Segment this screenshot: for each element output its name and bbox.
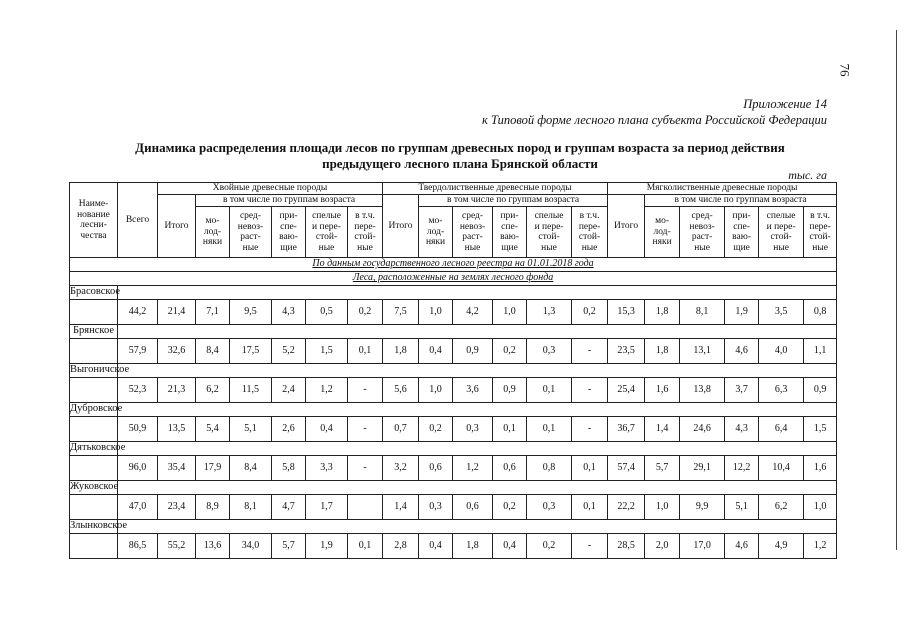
value-cell: 1,0 [804, 495, 837, 520]
value-cell: 2,6 [272, 417, 306, 442]
value-cell: 10,4 [759, 456, 804, 481]
appendix-note [482, 96, 827, 128]
header-age-0: мо- лод- няки [419, 207, 453, 258]
value-cell: 1,3 [527, 300, 572, 325]
value-cell: 1,0 [419, 300, 453, 325]
value-cell: 1,7 [306, 495, 348, 520]
value-cell: 25,4 [608, 378, 645, 403]
appendix-line-2: к Типовой форме лесного плана субъекта Российской Федерации [482, 113, 827, 127]
row-label-blank [70, 534, 118, 559]
table-row [70, 534, 837, 559]
value-cell: 0,1 [527, 417, 572, 442]
value-cell: 11,5 [230, 378, 272, 403]
value-cell: 4,3 [725, 417, 759, 442]
value-cell: 5,2 [272, 339, 306, 364]
value-cell: 0,1 [348, 534, 383, 559]
value-cell: - [572, 378, 608, 403]
value-cell: 0,8 [527, 456, 572, 481]
header-age-2: при- спе- ваю- щие [493, 207, 527, 258]
value-cell: 44,2 [118, 300, 158, 325]
header-age-1: сред- невоз- раст- ные [230, 207, 272, 258]
value-cell: 28,5 [608, 534, 645, 559]
district-name: Брасовское [70, 286, 118, 300]
value-cell: 5,8 [272, 456, 306, 481]
value-cell: 2,0 [645, 534, 680, 559]
value-cell: 5,6 [383, 378, 419, 403]
value-cell: 5,4 [196, 417, 230, 442]
value-cell: 8,1 [680, 300, 725, 325]
title-line-1: Динамика распределения площади лесов по группам древесных пород и группам возраста за период действия [135, 140, 785, 155]
row-label-blank [70, 300, 118, 325]
value-cell: 57,4 [608, 456, 645, 481]
header-subgroup: в том числе по группам возраста [419, 195, 608, 207]
header-group-hardwood: Твердолиственные древесные породы [383, 183, 608, 195]
value-cell: 29,1 [680, 456, 725, 481]
value-cell: 47,0 [118, 495, 158, 520]
value-cell: 3,7 [725, 378, 759, 403]
district-name-fill [118, 442, 837, 456]
value-cell: 8,4 [230, 456, 272, 481]
value-cell: 12,2 [725, 456, 759, 481]
value-cell: 17,5 [230, 339, 272, 364]
value-cell: 4,6 [725, 534, 759, 559]
header-group-softwood: Мягколиственные древесные породы [608, 183, 837, 195]
value-cell: 32,6 [158, 339, 196, 364]
value-cell: 55,2 [158, 534, 196, 559]
page-edge-line [896, 30, 897, 550]
value-cell: 0,3 [527, 495, 572, 520]
forest-area-table [69, 182, 837, 559]
value-cell: 1,1 [804, 339, 837, 364]
value-cell: 0,2 [527, 534, 572, 559]
value-cell: 3,6 [453, 378, 493, 403]
value-cell: 6,4 [759, 417, 804, 442]
header-subgroup: в том числе по группам возраста [645, 195, 837, 207]
value-cell: 52,3 [118, 378, 158, 403]
value-cell: 34,0 [230, 534, 272, 559]
value-cell: 0,1 [493, 417, 527, 442]
header-age-2: при- спе- ваю- щие [272, 207, 306, 258]
value-cell: 1,9 [306, 534, 348, 559]
value-cell: 0,5 [306, 300, 348, 325]
table-row [70, 495, 837, 520]
header-age-4: в т.ч. пере- стой- ные [572, 207, 608, 258]
value-cell: - [572, 534, 608, 559]
value-cell: 15,3 [608, 300, 645, 325]
header-age-0: мо- лод- няки [645, 207, 680, 258]
table-row [70, 300, 837, 325]
value-cell: 2,4 [272, 378, 306, 403]
value-cell: 4,0 [759, 339, 804, 364]
header-itogo: Итого [383, 195, 419, 258]
value-cell: 1,0 [419, 378, 453, 403]
value-cell: 0,4 [419, 534, 453, 559]
value-cell: 1,8 [645, 339, 680, 364]
value-cell: 5,7 [645, 456, 680, 481]
value-cell: 0,1 [527, 378, 572, 403]
value-cell: 0,6 [419, 456, 453, 481]
value-cell: 3,5 [759, 300, 804, 325]
header-itogo: Итого [608, 195, 645, 258]
value-cell: 4,7 [272, 495, 306, 520]
value-cell: 1,9 [725, 300, 759, 325]
value-cell: - [348, 456, 383, 481]
appendix-line-1: Приложение 14 [743, 97, 827, 111]
value-cell: 3,3 [306, 456, 348, 481]
value-cell: 21,4 [158, 300, 196, 325]
value-cell: 1,2 [306, 378, 348, 403]
header-age-2: при- спе- ваю- щие [725, 207, 759, 258]
value-cell: 6,2 [196, 378, 230, 403]
district-name: Злынковское [70, 520, 118, 534]
header-age-4: в т.ч. пере- стой- ные [804, 207, 837, 258]
row-label-blank [70, 339, 118, 364]
value-cell: 4,9 [759, 534, 804, 559]
district-name-fill [118, 325, 837, 339]
value-cell: 3,2 [383, 456, 419, 481]
value-cell: 23,5 [608, 339, 645, 364]
district-name-fill [118, 520, 837, 534]
value-cell: - [572, 417, 608, 442]
value-cell: 0,2 [348, 300, 383, 325]
value-cell: 0,3 [453, 417, 493, 442]
value-cell: 86,5 [118, 534, 158, 559]
value-cell: 0,9 [453, 339, 493, 364]
value-cell: 36,7 [608, 417, 645, 442]
row-label-blank [70, 378, 118, 403]
table-row [70, 378, 837, 403]
district-name: Жуковское [70, 481, 118, 495]
value-cell: 0,3 [419, 495, 453, 520]
table-row [70, 339, 837, 364]
value-cell: 0,2 [419, 417, 453, 442]
value-cell: 1,0 [645, 495, 680, 520]
value-cell: 0,8 [804, 300, 837, 325]
header-name: Наиме- нование лесни- чества [70, 183, 118, 258]
value-cell: 5,1 [230, 417, 272, 442]
row-label-blank [70, 456, 118, 481]
header-age-3: спелые и пере- стой- ные [306, 207, 348, 258]
value-cell: - [348, 378, 383, 403]
district-name: Дубровское [70, 403, 118, 417]
value-cell: 23,4 [158, 495, 196, 520]
value-cell: 8,4 [196, 339, 230, 364]
value-cell: 6,2 [759, 495, 804, 520]
value-cell: 57,9 [118, 339, 158, 364]
value-cell: 1,6 [804, 456, 837, 481]
value-cell: 0,6 [493, 456, 527, 481]
district-name-fill [118, 364, 837, 378]
section-registry: По данным государственного лесного реестра на 01.01.2018 года [70, 258, 837, 272]
value-cell: 0,4 [493, 534, 527, 559]
title-line-2: предыдущего лесного плана Брянской области [322, 156, 598, 171]
value-cell: 1,8 [645, 300, 680, 325]
value-cell: 0,7 [383, 417, 419, 442]
table-row [70, 456, 837, 481]
row-label-blank [70, 495, 118, 520]
header-age-4: в т.ч. пере- стой- ные [348, 207, 383, 258]
value-cell: - [572, 339, 608, 364]
value-cell: 1,4 [383, 495, 419, 520]
page-number: 76 [837, 63, 853, 77]
header-age-3: спелые и пере- стой- ные [759, 207, 804, 258]
header-age-1: сред- невоз- раст- ные [453, 207, 493, 258]
value-cell: 5,7 [272, 534, 306, 559]
value-cell: 0,4 [419, 339, 453, 364]
value-cell: 7,1 [196, 300, 230, 325]
value-cell: 0,1 [572, 495, 608, 520]
value-cell: 7,5 [383, 300, 419, 325]
value-cell: 17,9 [196, 456, 230, 481]
district-name-fill [118, 481, 837, 495]
units-label: тыс. га [788, 168, 827, 182]
header-age-0: мо- лод- няки [196, 207, 230, 258]
value-cell: 1,5 [306, 339, 348, 364]
value-cell: 1,2 [804, 534, 837, 559]
value-cell: 24,6 [680, 417, 725, 442]
value-cell: 0,1 [572, 456, 608, 481]
value-cell: 0,2 [572, 300, 608, 325]
header-age-1: сред- невоз- раст- ные [680, 207, 725, 258]
value-cell: 0,1 [348, 339, 383, 364]
value-cell: 0,2 [493, 339, 527, 364]
value-cell: 1,4 [645, 417, 680, 442]
value-cell: 8,1 [230, 495, 272, 520]
value-cell: 9,5 [230, 300, 272, 325]
value-cell: 13,6 [196, 534, 230, 559]
section-forest-fund: Леса, расположенные на землях лесного фонда [70, 272, 837, 286]
value-cell: 1,6 [645, 378, 680, 403]
value-cell: 2,8 [383, 534, 419, 559]
header-subgroup: в том числе по группам возраста [196, 195, 383, 207]
value-cell: 1,8 [453, 534, 493, 559]
value-cell: 8,9 [196, 495, 230, 520]
value-cell: 21,3 [158, 378, 196, 403]
value-cell: 13,5 [158, 417, 196, 442]
value-cell: 5,1 [725, 495, 759, 520]
district-name-fill [118, 403, 837, 417]
value-cell: 17,0 [680, 534, 725, 559]
header-age-3: спелые и пере- стой- ные [527, 207, 572, 258]
value-cell: 6,3 [759, 378, 804, 403]
value-cell: 22,2 [608, 495, 645, 520]
value-cell: 9,9 [680, 495, 725, 520]
district-name: Выгоничское [70, 364, 118, 378]
value-cell: 0,4 [306, 417, 348, 442]
value-cell: 0,6 [453, 495, 493, 520]
value-cell: 35,4 [158, 456, 196, 481]
value-cell [348, 495, 383, 520]
district-name: Брянское [70, 325, 118, 339]
value-cell: 1,5 [804, 417, 837, 442]
value-cell: 4,6 [725, 339, 759, 364]
district-name: Дятьковское [70, 442, 118, 456]
value-cell: 13,1 [680, 339, 725, 364]
value-cell: 1,8 [383, 339, 419, 364]
header-total: Всего [118, 183, 158, 258]
value-cell: 0,9 [493, 378, 527, 403]
value-cell: 50,9 [118, 417, 158, 442]
table-row [70, 417, 837, 442]
header-itogo: Итого [158, 195, 196, 258]
header-group-conifer: Хвойные древесные породы [158, 183, 383, 195]
row-label-blank [70, 417, 118, 442]
value-cell: - [348, 417, 383, 442]
value-cell: 0,9 [804, 378, 837, 403]
value-cell: 0,3 [527, 339, 572, 364]
value-cell: 4,2 [453, 300, 493, 325]
value-cell: 1,0 [493, 300, 527, 325]
value-cell: 1,2 [453, 456, 493, 481]
value-cell: 13,8 [680, 378, 725, 403]
value-cell: 96,0 [118, 456, 158, 481]
district-name-fill [118, 286, 837, 300]
value-cell: 4,3 [272, 300, 306, 325]
value-cell: 0,2 [493, 495, 527, 520]
document-title [110, 140, 810, 172]
